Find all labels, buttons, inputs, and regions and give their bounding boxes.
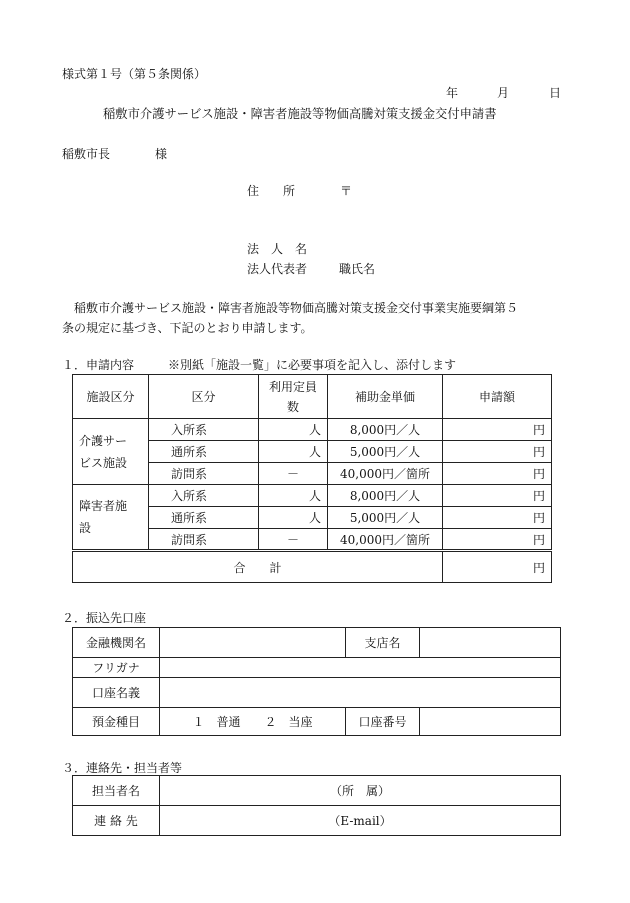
capacity-dash: －	[259, 463, 328, 485]
branch-label: 支店名	[346, 628, 420, 658]
date-year-label: 年	[446, 86, 459, 100]
unit-price-cell: 8,000円／人	[328, 485, 443, 507]
total-label: 合 計	[73, 551, 443, 583]
person-label: 担当者名	[73, 776, 160, 806]
postal-mark: 〒	[340, 184, 353, 198]
account-name-row	[73, 678, 561, 708]
facility-type-care-line2: ビス施設	[79, 455, 128, 470]
date-day-label: 日	[549, 86, 562, 100]
furigana-label: フリガナ	[73, 658, 160, 678]
bank-account-table	[72, 627, 561, 736]
unit-price-cell: 40,000円／箇所	[328, 529, 443, 551]
bank-name-input[interactable]	[160, 628, 346, 658]
account-type-row	[73, 708, 561, 736]
capacity-input[interactable]: 人	[259, 441, 328, 463]
facility-type-care	[73, 419, 149, 485]
account-type-label: 預金種目	[73, 708, 160, 736]
capacity-input[interactable]: 人	[259, 419, 328, 441]
corp-name-label: 法 人 名	[247, 242, 308, 256]
bank-name-label: 金融機関名	[73, 628, 160, 658]
category-cell: 訪問系	[149, 463, 259, 485]
facility-type-disability-line1: 障害者施	[79, 499, 128, 513]
form-number: 様式第１号（第５条関係）	[62, 67, 207, 81]
account-number-label: 口座番号	[346, 708, 420, 736]
header-capacity-line2: 数	[286, 399, 299, 414]
unit-price-cell: 5,000円／人	[328, 507, 443, 529]
intro-line-1: 稲敷市介護サービス施設・障害者施設等物価高騰対策支援金交付事業実施要綱第５	[74, 301, 519, 315]
facility-type-care-line1: 介護サー	[79, 433, 128, 448]
branch-input[interactable]	[420, 628, 561, 658]
unit-price-cell: 5,000円／人	[328, 441, 443, 463]
amount-input[interactable]: 円	[443, 441, 552, 463]
addressee-name: 稲敷市長	[62, 147, 111, 161]
email-input[interactable]: （E-mail）	[160, 806, 561, 836]
header-category: 区分	[149, 375, 259, 419]
facility-type-disability-line2: 設	[79, 521, 92, 535]
address-label: 住 所	[247, 184, 296, 198]
table-row	[73, 419, 552, 441]
contact-info-row	[73, 806, 561, 836]
header-unit-price: 補助金単価	[328, 375, 443, 419]
intro-line-2: 条の規定に基づき、下記のとおり申請します。	[62, 321, 313, 335]
category-cell: 通所系	[149, 507, 259, 529]
header-capacity	[259, 375, 328, 419]
capacity-dash: －	[259, 529, 328, 551]
section1-note: ※別紙「施設一覧」に必要事項を記入し、添付します	[168, 358, 457, 372]
document-title: 稲敷市介護サービス施設・障害者施設等物価高騰対策支援金交付申請書	[103, 107, 497, 121]
date-month-label: 月	[497, 86, 510, 100]
amount-input[interactable]: 円	[443, 419, 552, 441]
section3-heading: ３．連絡先・担当者等	[62, 761, 183, 775]
account-number-input[interactable]	[420, 708, 561, 736]
total-amount-input[interactable]: 円	[443, 551, 552, 583]
category-cell: 訪問系	[149, 529, 259, 551]
contact-label: 連 絡 先	[73, 806, 160, 836]
facility-type-disability	[73, 485, 149, 551]
amount-input[interactable]: 円	[443, 507, 552, 529]
account-type-options[interactable]: １ 普通 ２ 当座	[160, 708, 346, 736]
account-name-input[interactable]	[160, 678, 561, 708]
contact-table	[72, 775, 561, 836]
section2-heading: ２．振込先口座	[62, 611, 147, 625]
furigana-input[interactable]	[160, 658, 561, 678]
table-header-row	[73, 375, 552, 419]
unit-price-cell: 40,000円／箇所	[328, 463, 443, 485]
representative-title-label: 職氏名	[339, 262, 376, 276]
representative-label: 法人代表者	[247, 262, 308, 276]
section1-heading: １．申請内容	[62, 358, 135, 372]
application-table	[72, 374, 552, 583]
total-row	[73, 551, 552, 583]
unit-price-cell: 8,000円／人	[328, 419, 443, 441]
capacity-input[interactable]: 人	[259, 507, 328, 529]
table-row	[73, 485, 552, 507]
category-cell: 通所系	[149, 441, 259, 463]
category-cell: 入所系	[149, 419, 259, 441]
capacity-input[interactable]: 人	[259, 485, 328, 507]
header-facility-type: 施設区分	[73, 375, 149, 419]
category-cell: 入所系	[149, 485, 259, 507]
amount-input[interactable]: 円	[443, 485, 552, 507]
bank-row	[73, 628, 561, 658]
amount-input[interactable]: 円	[443, 463, 552, 485]
furigana-row	[73, 658, 561, 678]
header-capacity-line1: 利用定員	[268, 379, 317, 394]
affiliation-input[interactable]: （所 属）	[160, 776, 561, 806]
amount-input[interactable]: 円	[443, 529, 552, 551]
contact-person-row	[73, 776, 561, 806]
account-name-label: 口座名義	[73, 678, 160, 708]
header-amount: 申請額	[443, 375, 552, 419]
addressee-honorific: 様	[155, 147, 168, 161]
